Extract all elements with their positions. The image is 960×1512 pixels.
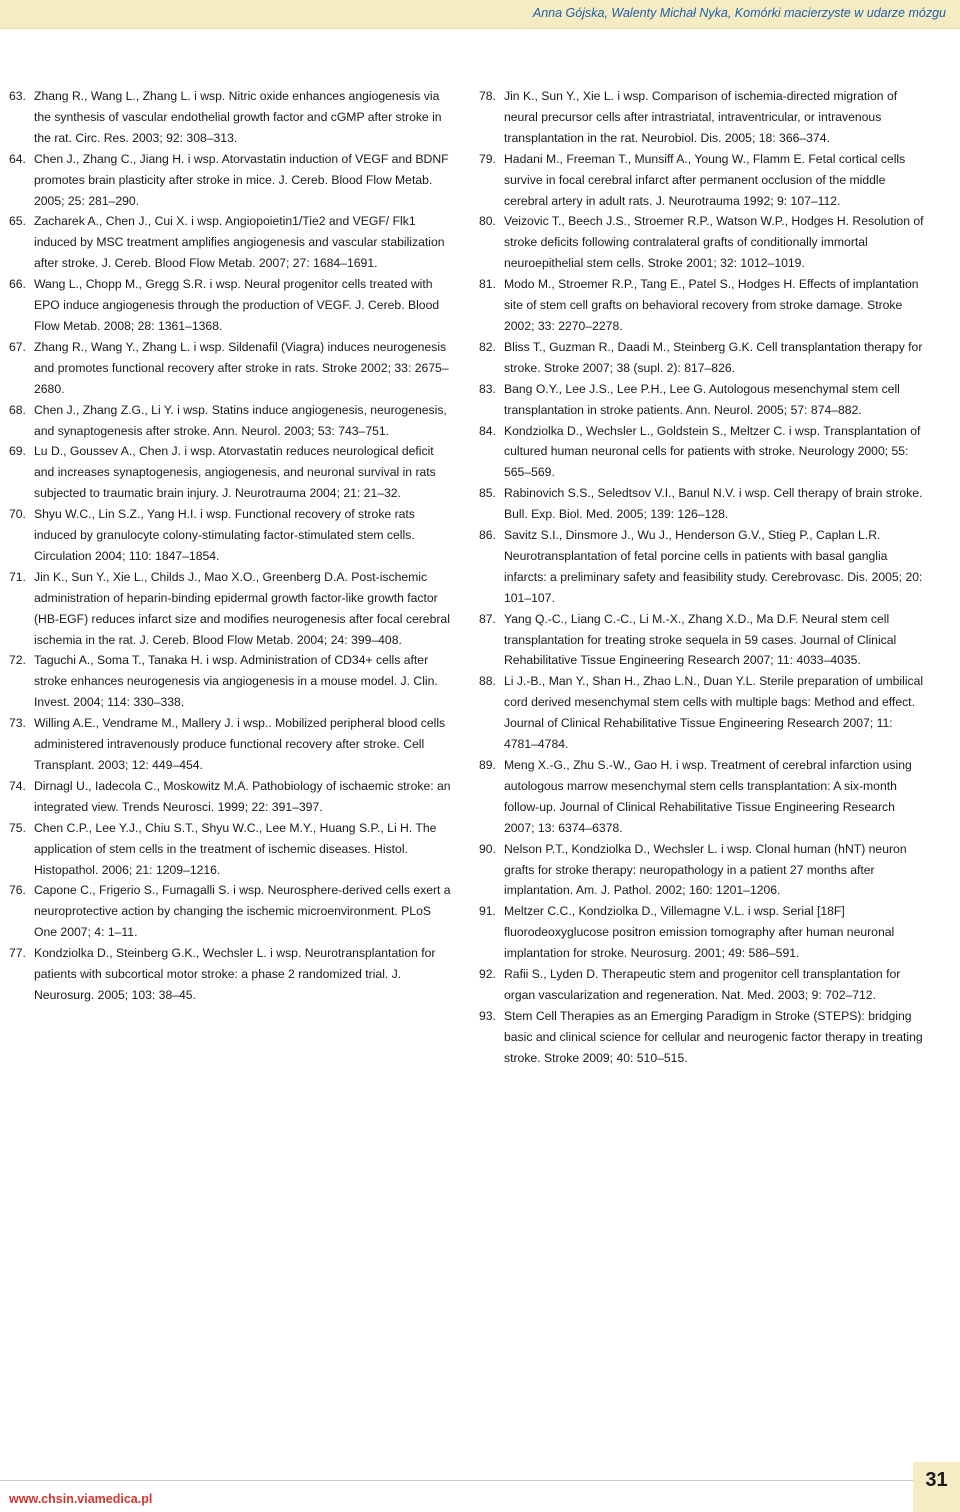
reference-item <box>9 504 457 567</box>
reference-text: Modo M., Stroemer R.P., Tang E., Patel S., Hodges H. Effects of implantation site of stem cell grafts on behavioral recovery from stroke damage. Stroke 2002; 33: 2270–2278. <box>504 277 919 333</box>
reference-item <box>9 818 457 881</box>
page-number: 31 <box>925 1469 948 1491</box>
reference-text: Savitz S.I., Dinsmore J., Wu J., Henderson G.V., Stieg P., Caplan L.R. Neurotransplantation of fetal porcine cells in patients with basal ganglia infarcts: a preliminary safety and feasibility study. Cerebrovasc. Dis. 2005; 20: 101–107. <box>504 528 923 605</box>
reference-text: Chen J., Zhang Z.G., Li Y. i wsp. Statins induce angiogenesis, neurogenesis, and synaptogenesis after stroke. Ann. Neurol. 2003; 53: 743–751. <box>34 402 447 438</box>
reference-text: Nelson P.T., Kondziolka D., Wechsler L. i wsp. Clonal human (hNT) neuron grafts for stroke therapy: neuropathology in a patient 27 months after implantation. Am. J. Pathol. 2002; 160: 1201–1206. <box>504 841 907 898</box>
reference-text: Zhang R., Wang L., Zhang L. i wsp. Nitric oxide enhances angiogenesis via the synthesis of vascular endothelial growth factor and cGMP after stroke in the rat. Circ. Res. 2003; 92: 308–313. <box>34 89 442 145</box>
reference-item <box>9 880 457 943</box>
reference-number: 65. <box>9 214 26 229</box>
reference-item <box>9 650 457 713</box>
reference-item <box>9 776 457 818</box>
reference-text: Jin K., Sun Y., Xie L., Childs J., Mao X.O., Greenberg D.A. Post-ischemic administration of heparin-binding epidermal growth factor-like growth factor (HB-EGF) reduces infarct size and modifies neurogenesis after focal cerebral ischemia in the rat. J. Cereb. Blood Flow Metab. 2004; 24: 399–408. <box>34 569 450 647</box>
reference-text: Shyu W.C., Lin S.Z., Yang H.I. i wsp. Functional recovery of stroke rats induced by granulocyte colony-stimulating factor-stimulated stem cells. Circulation 2004; 110: 1847–1854. <box>34 507 415 563</box>
reference-text: Veizovic T., Beech J.S., Stroemer R.P., Watson W.P., Hodges H. Resolution of stroke deficits following contralateral grafts of conditionally immortal neuroepithelial stem cells. Stroke 2001; 32: 1012–1019. <box>504 214 924 271</box>
reference-text: Chen J., Zhang C., Jiang H. i wsp. Atorvastatin induction of VEGF and BDNF promotes brain plasticity after stroke in mice. J. Cereb. Blood Flow Metab. 2005; 25: 281–290. <box>34 151 449 208</box>
references-column-left <box>9 86 457 1006</box>
reference-text: Yang Q.-C., Liang C.-C., Li M.-X., Zhang X.D., Ma D.F. Neural stem cell transplantation for treating stroke sequela in 59 cases. Journal of Clinical Rehabilitative Tissue Engineering Research 2007; 11: 4033–4035. <box>504 611 897 668</box>
footer-url-link[interactable]: www.chsin.viamedica.pl <box>9 1492 153 1506</box>
reference-text: Chen C.P., Lee Y.J., Chiu S.T., Shyu W.C., Lee M.Y., Huang S.P., Li H. The application of stem cells in the treatment of ischemic diseases. Histol. Histopathol. 2006; 21: 1209–1216. <box>34 820 437 877</box>
reference-item <box>479 671 927 755</box>
reference-number: 79. <box>479 151 496 166</box>
reference-number: 76. <box>9 883 26 898</box>
reference-number: 87. <box>479 611 496 626</box>
reference-item <box>9 567 457 651</box>
reference-item <box>479 337 927 379</box>
reference-item <box>9 337 457 400</box>
reference-item <box>9 400 457 442</box>
reference-number: 68. <box>9 402 26 417</box>
reference-text: Lu D., Goussev A., Chen J. i wsp. Atorvastatin reduces neurological deficit and increases synaptogenesis, angiogenesis, and neuronal survival in rats subjected to traumatic brain injury. J. Neurotrauma 2004; 21: 21–32. <box>34 444 436 501</box>
reference-number: 92. <box>479 967 496 982</box>
reference-item <box>479 421 927 484</box>
reference-number: 69. <box>9 444 26 459</box>
reference-text: Bang O.Y., Lee J.S., Lee P.H., Lee G. Autologous mesenchymal stem cell transplantation in stroke patients. Ann. Neurol. 2005; 57: 874–882. <box>504 381 900 417</box>
reference-item <box>479 525 927 609</box>
reference-number: 70. <box>9 507 26 522</box>
reference-item <box>9 943 457 1006</box>
reference-number: 77. <box>9 946 26 961</box>
references-column-right <box>479 86 927 1069</box>
reference-number: 91. <box>479 904 496 919</box>
reference-text: Zhang R., Wang Y., Zhang L. i wsp. Sildenafil (Viagra) induces neurogenesis and promotes functional recovery after stroke in rats. Stroke 2002; 33: 2675–2680. <box>34 339 449 396</box>
reference-text: Stem Cell Therapies as an Emerging Paradigm in Stroke (STEPS): bridging basic and clinical science for cellular and neurogenic factor therapy in treating stroke. Stroke 2009; 40: 510–515. <box>504 1008 923 1065</box>
page-number-box <box>913 1462 960 1512</box>
reference-item <box>9 441 457 504</box>
footer-divider <box>0 1480 913 1481</box>
reference-number: 90. <box>479 841 496 856</box>
reference-text: Li J.-B., Man Y., Shan H., Zhao L.N., Duan Y.L. Sterile preparation of umbilical cord derived mesenchymal stem cells with multiple bags: Method and effect. Journal of Clinical Rehabilitative Tissue Engineering Research 2007; 11: 4781–4784. <box>504 674 924 752</box>
reference-number: 63. <box>9 89 26 103</box>
reference-text: Hadani M., Freeman T., Munsiff A., Young W., Flamm E. Fetal cortical cells survive in focal cerebral infarct after permanent occlusion of the middle cerebral artery in adult rats. J. Neurotrauma 1992; 9: 107–112. <box>504 151 906 208</box>
reference-text: Kondziolka D., Wechsler L., Goldstein S., Meltzer C. i wsp. Transplantation of cultured human neuronal cells for patients with stroke. Neurology 2000; 55: 565–569. <box>504 423 921 480</box>
reference-number: 80. <box>479 214 496 229</box>
reference-number: 78. <box>479 89 496 103</box>
reference-text: Zacharek A., Chen J., Cui X. i wsp. Angiopoietin1/Tie2 and VEGF/ Flk1 induced by MSC treatment amplifies angiogenesis and vascular stabilization after stroke. J. Cereb. Blood Flow Metab. 2007; 27: 1684–1691. <box>34 214 445 271</box>
reference-number: 81. <box>479 277 496 292</box>
reference-text: Meng X.-G., Zhu S.-W., Gao H. i wsp. Treatment of cerebral infarction using autologous marrow mesenchymal stem cells transplantation: A six-month follow-up. Journal of Clinical Rehabilitative Tissue Engineering Research 2007; 13: 6374–6378. <box>504 758 912 835</box>
running-title: Anna Gójska, Walenty Michał Nyka, Komórki macierzyste w udarze mózgu <box>532 6 946 20</box>
reference-number: 89. <box>479 758 496 772</box>
reference-number: 71. <box>9 569 26 584</box>
reference-item <box>479 1006 927 1069</box>
reference-item <box>479 149 927 212</box>
reference-item <box>479 901 927 964</box>
reference-number: 67. <box>9 339 26 354</box>
reference-item <box>479 964 927 1006</box>
reference-number: 84. <box>479 423 496 438</box>
reference-text: Rabinovich S.S., Seledtsov V.I., Banul N.V. i wsp. Cell therapy of brain stroke. Bull. Exp. Biol. Med. 2005; 139: 126–128. <box>504 486 923 522</box>
reference-item <box>479 211 927 274</box>
reference-text: Wang L., Chopp M., Gregg S.R. i wsp. Neural progenitor cells treated with EPO induce angiogenesis through the production of VEGF. J. Cereb. Blood Flow Metab. 2008; 28: 1361–1368. <box>34 277 440 333</box>
running-header <box>0 0 960 29</box>
reference-text: Kondziolka D., Steinberg G.K., Wechsler L. i wsp. Neurotransplantation for patients with subcortical motor stroke: a phase 2 randomized trial. J. Neurosurg. 2005; 103: 38–45. <box>34 946 436 1002</box>
reference-item <box>479 755 927 839</box>
reference-text: Capone C., Frigerio S., Fumagalli S. i wsp. Neurosphere-derived cells exert a neuroprotective action by changing the ischemic microenvironment. PLoS One 2007; 4: 1–11. <box>34 883 451 940</box>
reference-number: 75. <box>9 820 26 835</box>
reference-item <box>479 86 927 149</box>
reference-item <box>9 149 457 212</box>
reference-item <box>479 379 927 421</box>
reference-number: 66. <box>9 277 26 292</box>
reference-item <box>479 274 927 337</box>
reference-number: 85. <box>479 486 496 501</box>
reference-item <box>479 609 927 672</box>
reference-number: 93. <box>479 1008 496 1023</box>
reference-number: 83. <box>479 381 496 396</box>
reference-number: 72. <box>9 653 26 668</box>
reference-number: 86. <box>479 528 496 543</box>
reference-number: 64. <box>9 151 26 166</box>
reference-text: Taguchi A., Soma T., Tanaka H. i wsp. Administration of CD34+ cells after stroke enhances neurogenesis via angiogenesis in a mouse model. J. Clin. Invest. 2004; 114: 330–338. <box>34 653 438 710</box>
reference-text: Rafii S., Lyden D. Therapeutic stem and progenitor cell transplantation for organ vascularization and regeneration. Nat. Med. 2003; 9: 702–712. <box>504 967 901 1002</box>
reference-text: Jin K., Sun Y., Xie L. i wsp. Comparison of ischemia-directed migration of neural precursor cells after intrastriatal, intraventricular, or intravenous transplantation in the rat. Neurobiol. Dis. 2005; 18: 366–374. <box>504 89 898 145</box>
reference-item <box>9 211 457 274</box>
reference-text: Bliss T., Guzman R., Daadi M., Steinberg G.K. Cell transplantation therapy for stroke. Stroke 2007; 38 (supl. 2): 817–826. <box>504 339 923 375</box>
reference-number: 82. <box>479 339 496 354</box>
reference-text: Willing A.E., Vendrame M., Mallery J. i wsp.. Mobilized peripheral blood cells administered intravenously produce functional recovery after stroke. Cell Transplant. 2003; 12: 449–454. <box>34 716 446 772</box>
reference-item <box>479 839 927 902</box>
reference-number: 88. <box>479 674 496 689</box>
reference-number: 73. <box>9 716 26 731</box>
reference-text: Dirnagl U., Iadecola C., Moskowitz M.A. Pathobiology of ischaemic stroke: an integrated view. Trends Neurosci. 1999; 22: 391–397. <box>34 778 451 814</box>
reference-item <box>9 86 457 149</box>
reference-item <box>9 713 457 776</box>
reference-number: 74. <box>9 778 26 793</box>
reference-text: Meltzer C.C., Kondziolka D., Villemagne V.L. i wsp. Serial [18F] fluorodeoxyglucose positron emission tomography after human neuronal implantation for stroke. Neurosurg. 2001; 49: 586–591. <box>504 904 895 961</box>
reference-item <box>479 483 927 525</box>
reference-item <box>9 274 457 337</box>
